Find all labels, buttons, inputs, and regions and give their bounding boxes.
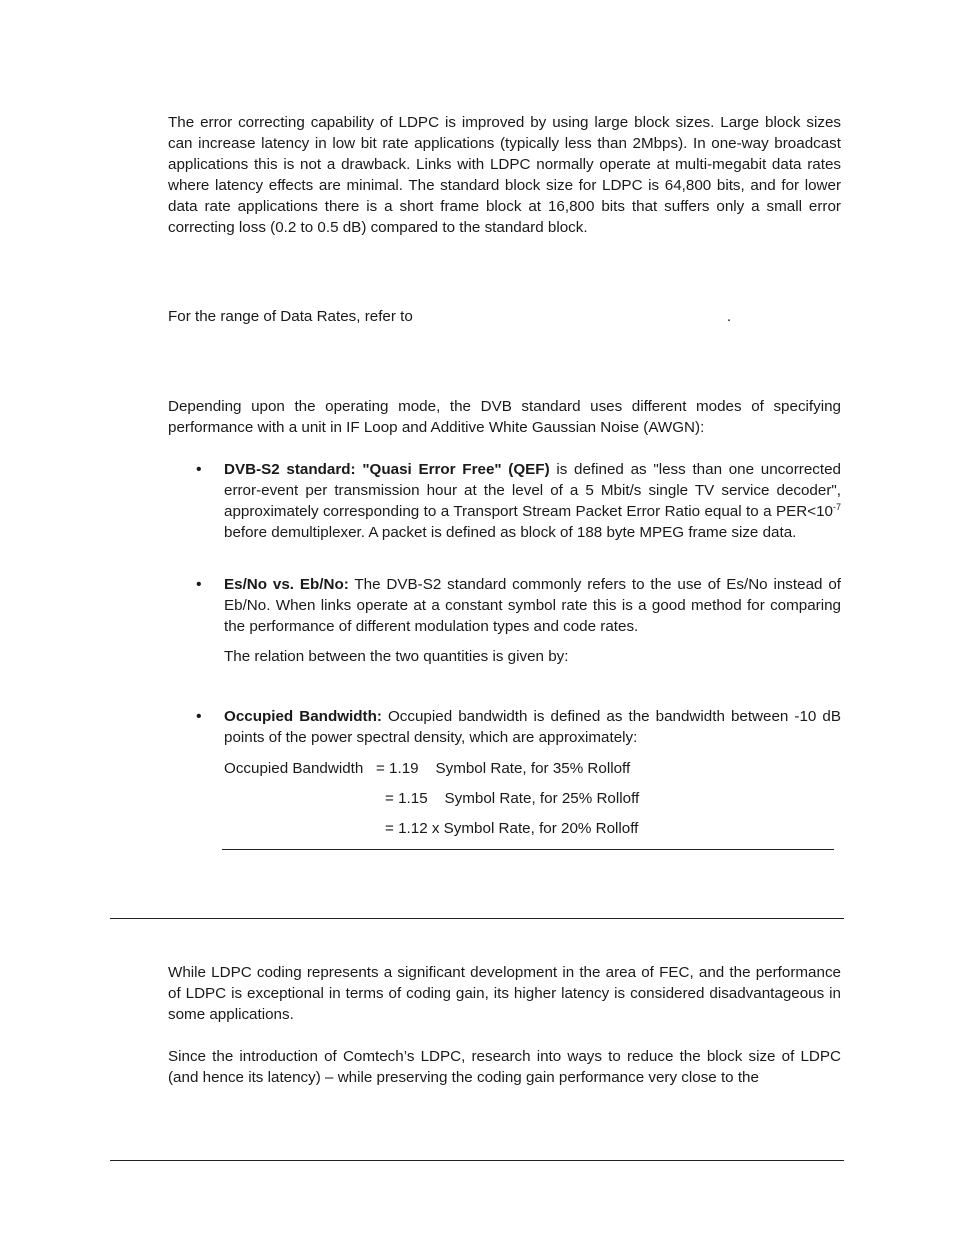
bullet-icon: •: [196, 708, 202, 725]
qef-text: is defined as "less than one uncorrected error-event per transmission hour at the level of a 5 Mbit/s single TV service decoder", approximately corresponding to a Transport Stream Packet Error Ratio equal to a PER<10: [224, 461, 841, 520]
bullet-section-divider: [222, 849, 834, 850]
bullet-icon: •: [196, 576, 202, 593]
qef-bullet: [224, 459, 841, 543]
qef-label: DVB-S2 standard: "Quasi Error Free" (QEF): [224, 461, 550, 478]
obw-formula-line-3: = 1.12 x Symbol Rate, for 20% Rolloff: [385, 820, 639, 837]
qef-text-continued: before demultiplexer. A packet is defined as block of 188 byte MPEG frame size data.: [224, 524, 797, 541]
esno-bullet: [224, 574, 841, 637]
ldpc-latency-paragraph: While LDPC coding represents a significant development in the area of FEC, and the performance of LDPC is exceptional in terms of coding gain, its higher latency is considered disadvantageous in some applications.: [168, 964, 841, 1023]
dvb-performance-intro: Depending upon the operating mode, the DVB standard uses different modes of specifying performance with a unit in IF Loop and Additive White Gaussian Noise (AWGN):: [168, 398, 841, 436]
data-rates-reference: [168, 306, 841, 327]
obw-label: Occupied Bandwidth:: [224, 708, 382, 725]
comtech-ldpc-paragraph: Since the introduction of Comtech’s LDPC, research into ways to reduce the block size of LDPC (and hence its latency) – while preserving the coding gain performance very close to the: [168, 1048, 841, 1086]
relation-text: The relation between the two quantities is given by:: [224, 648, 569, 665]
occupied-bandwidth-bullet: [224, 706, 841, 748]
section-divider: [110, 918, 844, 919]
obw-formula-line-1: Occupied Bandwidth = 1.19 Symbol Rate, for 35% Rolloff: [224, 760, 631, 777]
esno-label: Es/No vs. Eb/No:: [224, 576, 349, 593]
obw-text: Occupied bandwidth is defined as the bandwidth between -10 dB points of the power spectral density, which are approximately:: [224, 708, 841, 746]
data-rates-period: .: [726, 308, 732, 325]
data-rates-text: For the range of Data Rates, refer to: [168, 308, 413, 325]
bullet-icon: •: [196, 461, 202, 478]
footer-divider: [110, 1160, 844, 1161]
qef-exponent: -7: [832, 501, 841, 512]
ldpc-block-size-paragraph: The error correcting capability of LDPC is improved by using large block sizes. Large block sizes can increase latency in low bit rate applications (typically less than 2Mbps). In one-way broadcast applications this is not a drawback. Links with LDPC normally operate at multi-megabit data rates where latency effects are minimal. The standard block size for LDPC is 64,800 bits, and for lower data rate applications there is a short frame block at 16,800 bits that suffers only a small error correcting loss (0.2 to 0.5 dB) compared to the standard block.: [168, 114, 841, 236]
esno-text: The DVB-S2 standard commonly refers to the use of Es/No instead of Eb/No. When links operate at a constant symbol rate this is a good method for comparing the performance of different modulation types and code rates.: [224, 576, 841, 635]
obw-formula-line-2: = 1.15 Symbol Rate, for 25% Rolloff: [385, 790, 640, 807]
